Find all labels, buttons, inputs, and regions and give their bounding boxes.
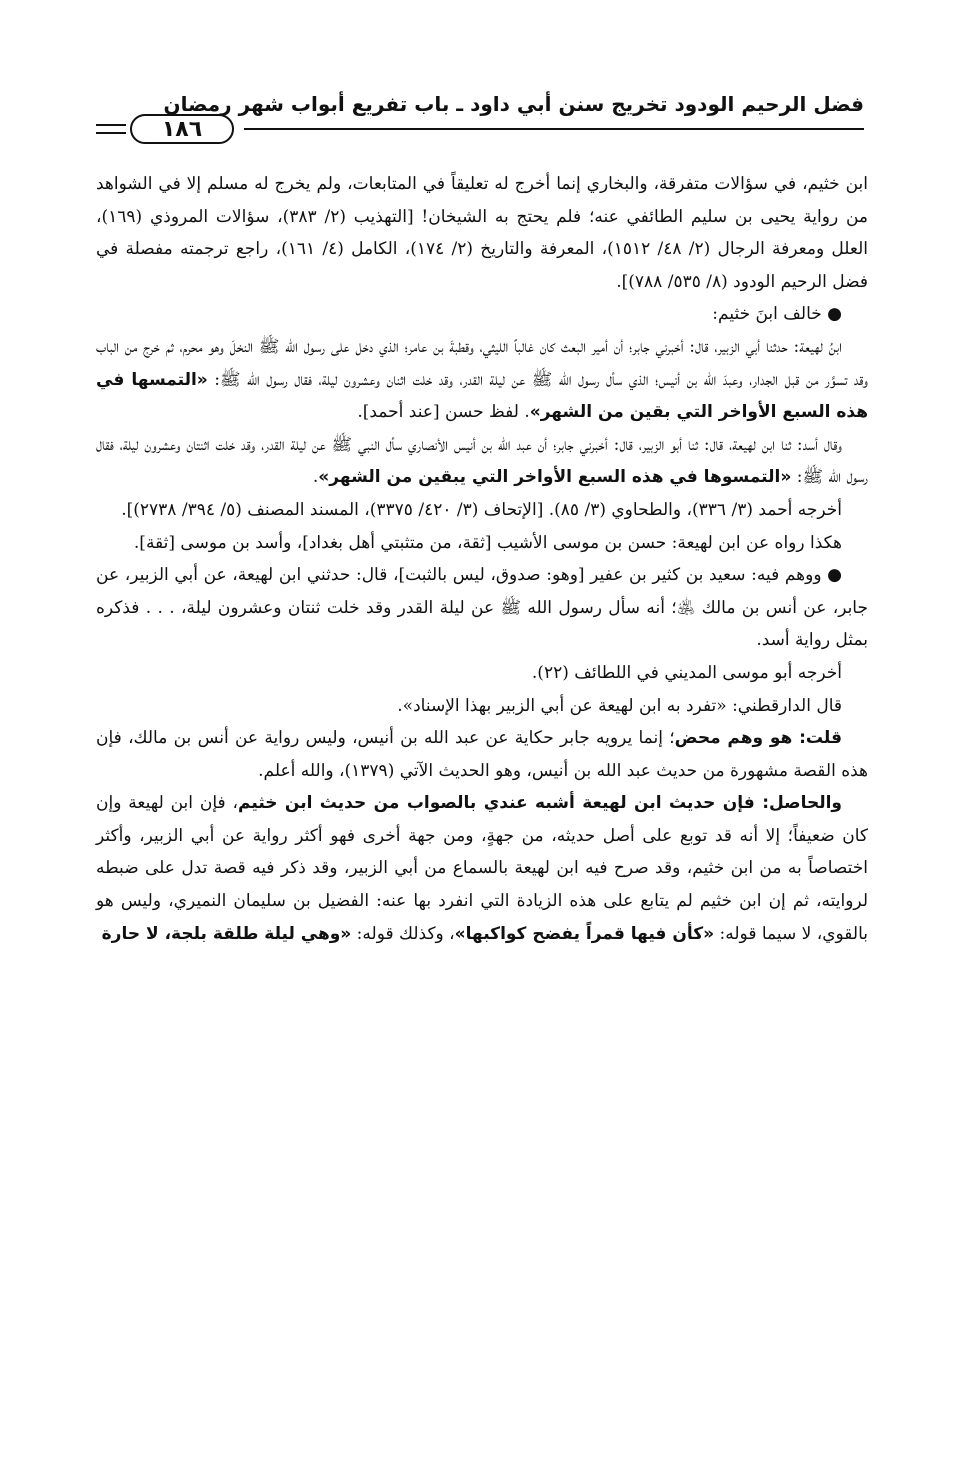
running-title: فضل الرحيم الودود تخريج سنن أبي داود ـ باب تفريع أبواب شهر رمضان (163, 92, 864, 116)
paragraph-9: قال الدارقطني: «تفرد به ابن لهيعة عن أبي الزبير بهذا الإسناد». (397, 695, 842, 716)
hadith-text-1: «التمسها في هذه السبع الأواخر التي بقين من الشهر» (96, 369, 868, 423)
section-heading: ● خالف ابنَ خثيم: (712, 304, 842, 325)
paragraph-11-text: ، فإن ابن لهيعة وإن كان ضعيفاً؛ إلا أنه قد توبع على أصل حديثه، من جهةٍ، ومن جهة أخرى فهو أكثر رواية عن أبي الزبير، وأكثر اختصاصاً به من ابن خثيم، وقد صرح فيه ابن لهيعة بالسماع من أبي الزبير، وقد ذكر فيه قصة تدل على ضبطه لروايته، ثم إن ابن خثيم لم يتابع على هذه الزيادة التي انفرد بها عنه: الفضيل بن سليمان النميري، وليس هو بالقوي، لا سيما قوله: (96, 793, 868, 944)
paragraph-10 (96, 722, 868, 787)
page-body (96, 168, 868, 950)
paragraph-3 (96, 331, 868, 429)
paragraph-11-bold: والحاصل: فإن حديث ابن لهيعة أشبه عندي بالصواب من حديث ابن خثيم (238, 793, 843, 814)
paragraph-11 (96, 787, 868, 950)
paragraph-4-text: وقال أسد: ثنا ابن لهيعة، قال: ثنا أبو الزبير، قال: أخبرني جابر؛ أن عبد الله بن أنيس الأنصاري سأل النبي ﷺ عن ليلة القدر، وقد خلت اثنتان وعشرون ليلة، فقال رسول الله ﷺ: (96, 434, 868, 488)
header-rule-left-top (96, 124, 126, 126)
paragraph-4-tail: . (312, 467, 319, 488)
paragraph-4 (96, 429, 868, 494)
paragraph-10-bold: قلت: هو وهم محض (674, 728, 842, 749)
paragraph-11-quote-2: «وهي ليلة طلقة بلجة، لا حارة (101, 923, 352, 944)
paragraph-11-quote-1: «كأن فيها قمراً يفضح كواكبها» (454, 923, 715, 944)
paragraph-6: هكذا رواه عن ابن لهيعة: حسن بن موسى الأشيب [ثقة، من متثبتي أهل بغداد]، وأسد بن موسى [ثقة]. (133, 532, 842, 553)
paragraph-7: ● ووهم فيه: سعيد بن كثير بن عفير [وهو: صدوق، ليس بالثبت]، قال: حدثني ابن لهيعة، عن أبي الزبير، عن جابر، عن أنس بن مالك ﵁؛ أنه سأل رسول الله ﷺ عن ليلة القدر وقد خلت ثنتان وعشرون ليلة، . . . فذكره بمثل رواية أسد. (96, 565, 868, 651)
paragraph-3-text: ابنُ لهيعة: حدثنا أبي الزبير، قال: أخبرني جابر؛ أن أمير البعث كان غالباً الليثي، وقطبةَ بن عامر؛ الذي دخل على رسول الله ﷺ النخلَ وهو محرم، ثم خرج من الباب وقد تسوَّر من قبل الجدار، وعبدَ الله بن أنيس؛ الذي سأل رسول الله ﷺ عن ليلة القدر، وقد خلت اثنان وعشرون ليلة، فقال رسول الله ﷺ: (96, 336, 868, 390)
page-header (96, 84, 864, 148)
header-rule-left-bottom (96, 132, 126, 134)
paragraph-1: ابن خثيم، في سؤالات متفرقة، والبخاري إنما أخرج له تعليقاً في المتابعات، ولم يخرج له مسلم إلا في الشواهد من رواية يحيى بن سليم الطائفي عنه؛ فلم يحتج به الشيخان! [التهذيب (٢/ ٣٨٣)، سؤالات المروذي (١٦٩)، العلل ومعرفة الرجال (٢/ ٤٨/ ١٥١٢)، المعرفة والتاريخ (٢/ ١٧٤)، الكامل (٤/ ١٦١)، راجع ترجمته مفصلة في فضل الرحيم الودود (٨/ ٥٣٥/ ٧٨٨)]. (96, 174, 868, 292)
paragraph-3-tail: . لفظ حسن [عند أحمد]. (357, 402, 530, 423)
paragraph-8: أخرجه أبو موسى المديني في اللطائف (٢٢). (531, 662, 842, 683)
hadith-text-2: «التمسوها في هذه السبع الأواخر التي يبقين من الشهر» (318, 467, 792, 488)
header-rule (244, 128, 864, 130)
paragraph-11-text-2: ، وكذلك قوله: (351, 923, 455, 944)
paragraph-5: أخرجه أحمد (٣/ ٣٣٦)، والطحاوي (٣/ ٨٥). [الإتحاف (٣/ ٤٢٠/ ٣٣٧٥)، المسند المصنف (٥/ ٣٩٤/ ٢٧٣٨)]. (121, 499, 842, 520)
paragraph-10-text: ؛ إنما يرويه جابر حكاية عن عبد الله بن أنيس، وليس رواية عن أنس بن مالك، فإن هذه القصة مشهورة من حديث عبد الله بن أنيس، وهو الحديث الآتي (١٣٧٩)، والله أعلم. (96, 728, 868, 781)
page-number: ١٨٦ (130, 114, 234, 144)
